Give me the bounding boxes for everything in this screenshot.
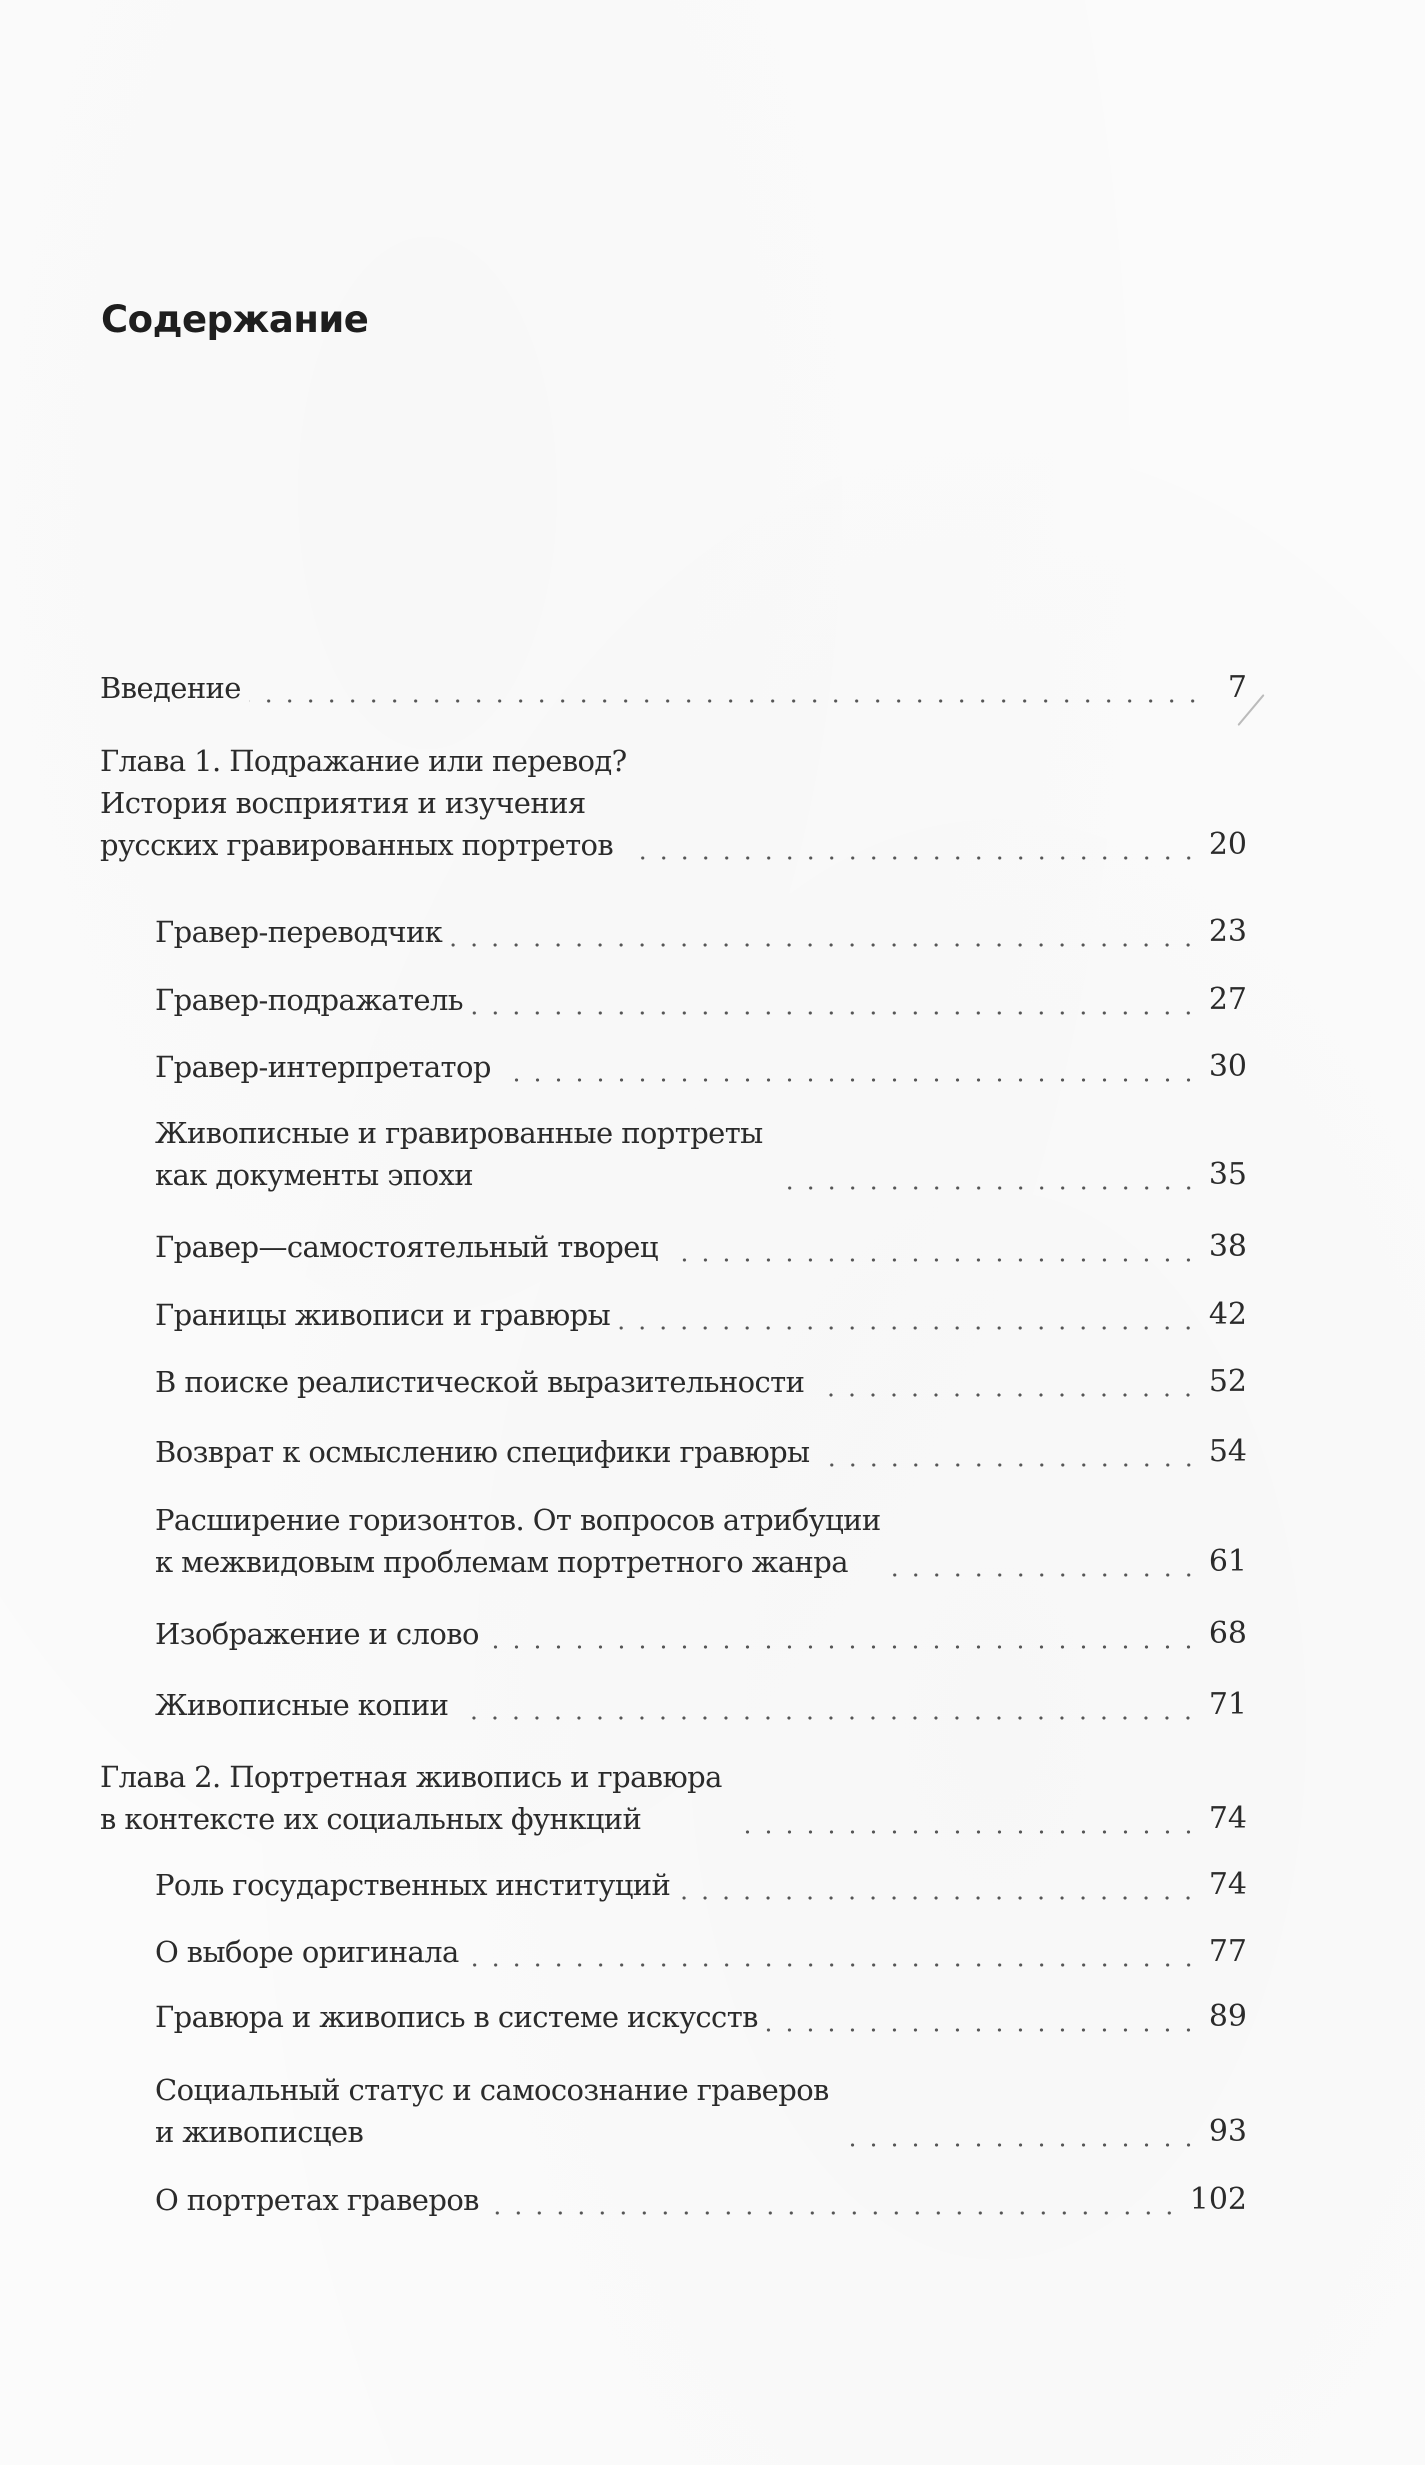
toc-entry-title: Изображение и слово xyxy=(155,1617,479,1651)
toc-entry-title-line: русских гравированных портретов xyxy=(100,828,614,862)
toc-entry-title: Гравер—самостоятельный творец xyxy=(155,1230,658,1264)
toc-entry-title: Гравер-интерпретатор xyxy=(155,1050,491,1084)
toc-entry-chapter-2[interactable] xyxy=(100,1757,1247,1839)
toc-page-number: 54 xyxy=(1208,1434,1247,1469)
toc-entry-title: Гравер-переводчик xyxy=(155,915,443,949)
toc-page-number: 77 xyxy=(1208,1934,1247,1969)
toc-page-number: 102 xyxy=(1189,2182,1247,2217)
toc-entry-section[interactable] xyxy=(155,912,1247,952)
toc-entry-section[interactable] xyxy=(155,1865,1247,1905)
toc-entry-section[interactable] xyxy=(155,1614,1247,1654)
dot-leader xyxy=(487,2180,1180,2220)
toc-entry-title-line: История восприятия и изучения xyxy=(100,786,586,820)
toc-page-number: 89 xyxy=(1208,1999,1247,2034)
toc-entry-title-line: Социальный статус и самосознание граверов xyxy=(155,2073,829,2107)
toc-entry-section[interactable] xyxy=(155,1997,1247,2037)
toc-entry-section[interactable] xyxy=(155,1932,1247,1972)
toc-entry-title-line: в контексте их социальных функций xyxy=(100,1802,642,1836)
toc-page-number: 61 xyxy=(1208,1544,1247,1579)
toc-entry-chapter-1[interactable] xyxy=(100,741,1247,865)
toc-entry-section[interactable] xyxy=(155,1362,1247,1402)
toc-entry-section[interactable] xyxy=(155,980,1247,1020)
dot-leader xyxy=(730,1799,1199,1839)
toc-entry-title: О портретах граверов xyxy=(155,2183,479,2217)
toc-entry-title: В поиске реалистической выразительности xyxy=(155,1365,805,1399)
dot-leader xyxy=(678,1865,1199,1905)
dot-leader xyxy=(889,1542,1199,1582)
toc-entry-section[interactable] xyxy=(155,1500,1247,1582)
toc-page-number: 20 xyxy=(1208,827,1247,862)
dot-leader xyxy=(249,668,1203,708)
toc-entry-title-line: Живописные и гравированные портреты xyxy=(155,1116,763,1150)
toc-entry-section[interactable] xyxy=(155,1113,1247,1195)
toc-entry-title: Введение xyxy=(100,671,241,705)
toc-entry-title: Возврат к осмыслению специфики гравюры xyxy=(155,1435,810,1469)
toc-page-number: 42 xyxy=(1208,1297,1247,1332)
toc-title: Содержание xyxy=(101,298,369,341)
toc-entry-title: Живописные копии xyxy=(155,1688,449,1722)
toc-entry-section[interactable] xyxy=(155,1227,1247,1267)
toc-entry-title-line: к межвидовым проблемам портретного жанра xyxy=(155,1545,848,1579)
toc-entry-title: О выборе оригинала xyxy=(155,1935,459,1969)
dot-leader xyxy=(771,1155,1199,1195)
toc-entry-title-line: как документы эпохи xyxy=(155,1158,473,1192)
toc-entry-section[interactable] xyxy=(155,1432,1247,1472)
dot-leader xyxy=(471,980,1199,1020)
toc-page-number: 71 xyxy=(1208,1687,1247,1722)
toc-entry-section[interactable] xyxy=(155,2070,1247,2152)
toc-entry-title: Гравюра и живопись в системе искусств xyxy=(155,2000,758,2034)
toc-entry-section[interactable] xyxy=(155,1047,1247,1087)
toc-page-number: 74 xyxy=(1208,1801,1247,1836)
dot-leader xyxy=(450,912,1199,952)
toc-entry-title-line: Глава 2. Портретная живопись и гравюра xyxy=(100,1760,722,1794)
dot-leader xyxy=(456,1685,1198,1725)
toc-page-number: 35 xyxy=(1208,1157,1247,1192)
toc-page-number: 23 xyxy=(1208,914,1247,949)
toc-page-number: 52 xyxy=(1208,1364,1247,1399)
dot-leader xyxy=(618,1295,1199,1335)
toc-page-number: 68 xyxy=(1208,1616,1247,1651)
toc-entry-introduction[interactable] xyxy=(100,668,1247,708)
dot-leader xyxy=(499,1047,1199,1087)
toc-page-number: 30 xyxy=(1208,1049,1247,1084)
toc-page-number: 7 xyxy=(1227,670,1247,705)
toc-entry-title-line: Расширение горизонтов. От вопросов атрибуции xyxy=(155,1503,881,1537)
dot-leader xyxy=(487,1614,1199,1654)
toc-page-number: 27 xyxy=(1208,982,1247,1017)
toc-entry-title: Роль государственных институций xyxy=(155,1868,671,1902)
toc-entry-title: Гравер-подражатель xyxy=(155,983,463,1017)
toc-entry-section[interactable] xyxy=(155,1685,1247,1725)
toc-page-number: 74 xyxy=(1208,1867,1247,1902)
toc-page-number: 93 xyxy=(1208,2114,1247,2149)
toc-entry-title: Границы живописи и гравюры xyxy=(155,1298,611,1332)
toc-entry-title-line: Глава 1. Подражание или перевод? xyxy=(100,744,627,778)
toc-page-number: 38 xyxy=(1208,1229,1247,1264)
toc-entry-title-line: и живописцев xyxy=(155,2115,364,2149)
dot-leader xyxy=(635,825,1199,865)
dot-leader xyxy=(837,2112,1199,2152)
toc-entry-section[interactable] xyxy=(155,2180,1247,2220)
dot-leader xyxy=(467,1932,1199,1972)
dot-leader xyxy=(818,1432,1199,1472)
dot-leader xyxy=(766,1997,1199,2037)
dot-leader xyxy=(666,1227,1199,1267)
toc-entry-section[interactable] xyxy=(155,1295,1247,1335)
dot-leader xyxy=(812,1362,1199,1402)
